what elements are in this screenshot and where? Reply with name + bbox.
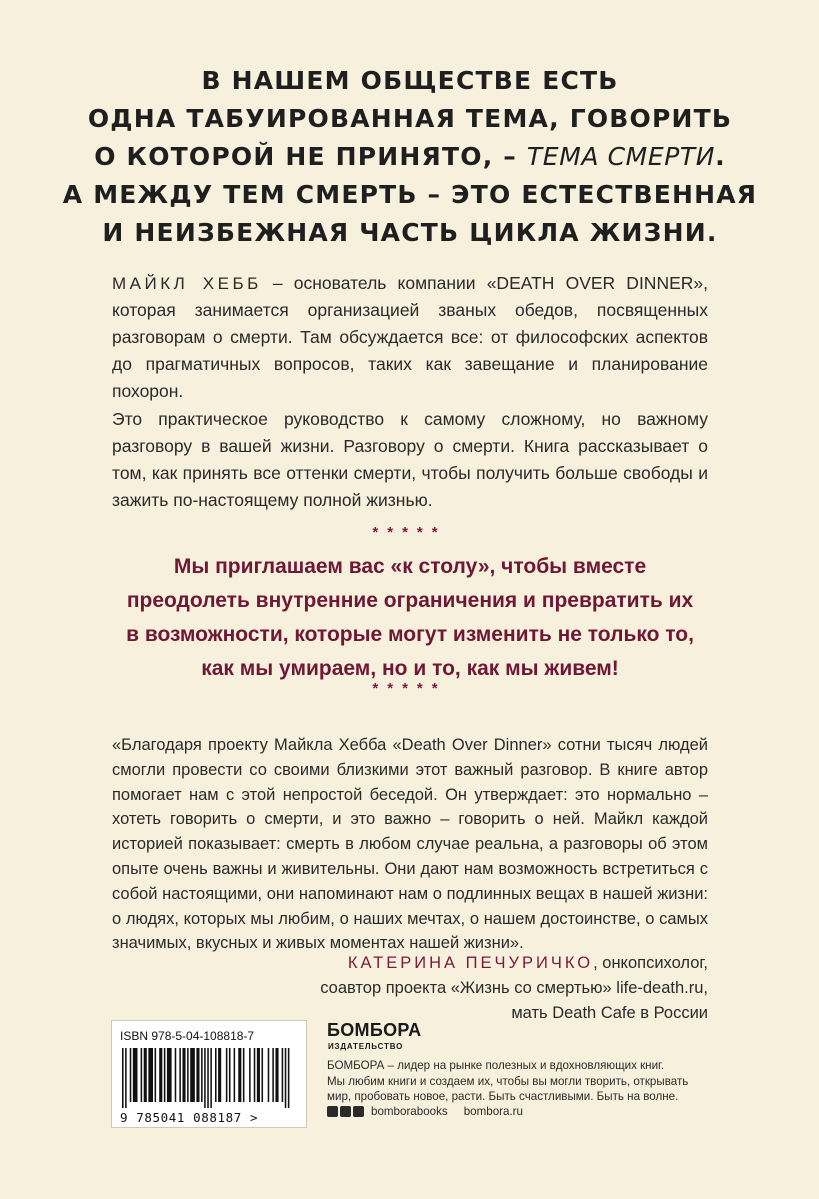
invitation-line-4: как мы умираем, но и то, как мы живем! <box>201 657 619 680</box>
barcode-bar <box>122 1048 124 1108</box>
separator-stars-bottom: ***** <box>372 680 447 697</box>
barcode-bar <box>133 1048 138 1102</box>
headline-line-3 <box>60 138 760 176</box>
barcode-bar <box>159 1048 162 1102</box>
attribution-line-3: мать Death Cafe в России <box>511 1003 708 1022</box>
headline-line-1: В НАШЕМ ОБЩЕСТВЕ ЕСТЬ <box>201 66 619 95</box>
facebook-icon <box>327 1106 338 1117</box>
barcode-bar <box>182 1048 185 1102</box>
invitation-line-3: в возможности, которые могут изменить не только то, <box>126 623 694 646</box>
attribution-line-1 <box>188 951 708 976</box>
headline <box>60 62 760 252</box>
vk-icon <box>340 1106 351 1117</box>
barcode-bar <box>238 1048 241 1102</box>
headline-line-3-end: . <box>715 142 726 171</box>
barcode-bar <box>210 1048 212 1108</box>
barcode-bar <box>249 1048 251 1102</box>
publisher-info-line-2: Мы любим книги и создаем их, чтобы вы могли творить, открывать <box>327 1074 689 1088</box>
barcode-bar <box>201 1048 203 1102</box>
isbn-barcode-box <box>111 1020 307 1128</box>
publisher-info <box>327 1058 707 1105</box>
barcode-bar <box>187 1048 189 1102</box>
barcode-bar <box>179 1048 181 1102</box>
barcode-bar <box>207 1048 209 1108</box>
barcode-bar <box>167 1048 172 1102</box>
barcode-bar <box>275 1048 278 1102</box>
barcode-bar <box>243 1048 245 1102</box>
barcode-bar <box>155 1048 157 1102</box>
attribution-line-2: соавтор проекта «Жизнь со смертью» life-death.ru, <box>320 978 708 997</box>
barcode-bar <box>272 1048 274 1102</box>
barcode-bar <box>226 1048 228 1102</box>
barcode-digits: 9 785041 088187 > <box>120 1110 259 1125</box>
invitation-line-1: Мы приглашаем вас «к столу», чтобы вместе <box>173 555 647 578</box>
publisher-website: bombora.ru <box>463 1105 523 1118</box>
barcode-bar <box>190 1048 195 1102</box>
attribution-name: КАТЕРИНА ПЕЧУРИЧКО <box>347 954 594 972</box>
barcode-bar <box>268 1048 270 1102</box>
author-name: МАЙКЛ ХЕББ <box>112 274 262 293</box>
testimonial-quote: «Благодаря проекту Майкла Хебба «Death Over Dinner» сотни тысяч людей смогли провести со своими близкими этот важный разговор. В книге автор помогает нам с этой непростой беседой. Он утверждает: это нормально – хотеть говорить о смерти, и это важно – говорить о ней. Майкл каждой историей показывает: смерть в любом случае реальна, а разговоры об этом опыте очень важны и живительны. Они дают нам возможность встретиться с собой настоящими, они напоминают нам о подлинных вещах в нашей жизни: о людях, которых мы любим, о наших мечтах, о нашем достоинстве, о самых значимых, вкусных и живых моментах нашей жизни». <box>112 736 708 953</box>
barcode-bar <box>257 1048 260 1102</box>
barcode-bar <box>175 1048 177 1102</box>
barcode-bar <box>148 1048 153 1102</box>
publisher-subtitle: ИЗДАТЕЛЬСТВО <box>328 1042 404 1051</box>
barcode-bar <box>215 1048 217 1102</box>
barcode-bar <box>141 1048 143 1102</box>
barcode-bar <box>288 1048 290 1108</box>
publisher-info-line-3: мир, пробовать новое, расти. Быть счастливыми. Быть на волне. <box>327 1090 679 1103</box>
invitation-line-2: преодолеть внутренние ограничения и превратить их <box>126 589 694 612</box>
headline-line-2: ОДНА ТАБУИРОВАННАЯ ТЕМА, ГОВОРИТЬ <box>87 104 733 133</box>
book-description: Это практическое руководство к самому сложному, но важному разговору в вашей жизни. Разговору о смерти. Книга рассказывает о том, как принять все оттенки смерти, чтобы получить больше свободы и зажить по-настоящему полной жизнью. <box>112 409 708 510</box>
barcode-bar <box>164 1048 166 1102</box>
publisher-info-line-1: БОМБОРА – лидер на рынке полезных и вдохновляющих книг. <box>327 1059 665 1072</box>
isbn-label: ISBN 978-5-04-108818-7 <box>120 1029 255 1043</box>
barcode-bar <box>144 1048 147 1102</box>
barcode-bar <box>125 1048 127 1108</box>
author-bio-text: – основатель компании «DEATH OVER DINNER», которая занимается организацией званых обедов, посвященных разговорам о смерти. Там обсуждается все: от философских аспектов до прагматичных вопросов, таких как завещание и планирование похорон. <box>112 273 708 401</box>
barcode-bar <box>229 1048 231 1102</box>
headline-emphasis: ТЕМА СМЕРТИ <box>526 142 716 171</box>
barcode-bar <box>254 1048 256 1102</box>
barcode-bar <box>130 1048 132 1102</box>
barcode-bar <box>218 1048 221 1102</box>
publisher-social <box>327 1105 523 1118</box>
headline-line-5: И НЕИЗБЕЖНАЯ ЧАСТЬ ЦИКЛА ЖИЗНИ. <box>102 218 718 247</box>
headline-line-3-start: О КОТОРОЙ НЕ ПРИНЯТО, – <box>94 142 527 171</box>
barcode-bar <box>234 1048 236 1102</box>
author-bio <box>112 270 708 405</box>
barcode-bar <box>285 1048 287 1108</box>
barcode-bar <box>262 1048 264 1102</box>
separator-stars-top: ***** <box>372 524 447 541</box>
attribution-role: , онкопсихолог, <box>593 954 708 972</box>
barcode-bar <box>204 1048 206 1108</box>
social-handle: bomborabooks <box>371 1105 448 1118</box>
instagram-icon <box>353 1106 364 1117</box>
barcode-bar <box>282 1048 284 1102</box>
testimonial-attribution <box>188 951 708 1025</box>
barcode-graphic <box>120 1048 298 1108</box>
barcode-bar <box>196 1048 199 1102</box>
publisher-logo: БОМБОРА <box>327 1020 422 1040</box>
invitation-text <box>90 550 730 686</box>
headline-line-4: А МЕЖДУ ТЕМ СМЕРТЬ – ЭТО ЕСТЕСТВЕННАЯ <box>62 180 758 209</box>
